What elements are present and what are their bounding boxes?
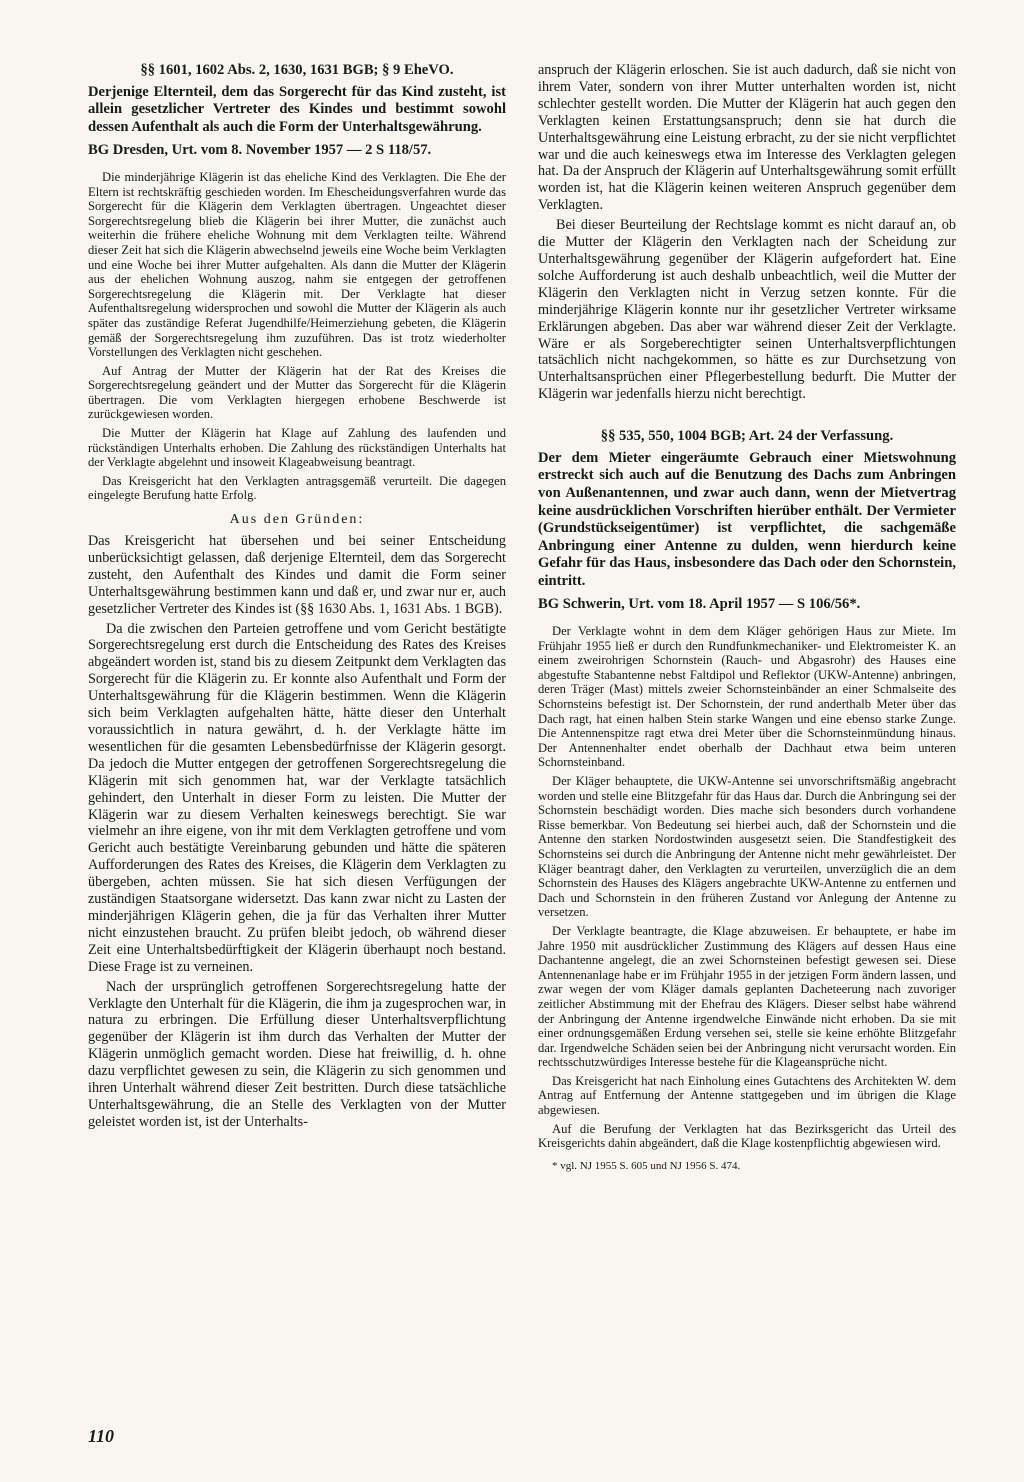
facts-paragraph: Der Verklagte beantragte, die Klage abzuweisen. Er behauptete, er habe im Jahre 1950 mit ausdrücklicher Zustimmung des Klägers auf dessen Haus eine Dachantenne angelegt, die an zwei Schornsteinen befestigt gewesen sei. Diese Antennenanlage habe er im Frühjahr 1955 in der jetzigen Form ändern lassen, und zwar wegen der vom Kläger damals geplanten Dacheteerung nach zuvoriger zeitlicher Abstimmung mit der Ehefrau des Klägers. Dieser selbst habe während der Anbringung der Antenne irgendwelche Einwände nicht erhoben. Da sie mit einer ordnungsgemäßen Erdung versehen sei, stelle sie keine erhöhte Blitzgefahr dar. Irgendwelche Schäden seien bei der Anbringung nicht verursacht worden. Ein rechtsschutzwürdiges Interesse bestehe für die Klageansprüche nicht.: [538, 923, 956, 1070]
right-column: [538, 62, 956, 1173]
facts-paragraph: Auf Antrag der Mutter der Klägerin hat der Rat des Kreises die Sorgerechtsregelung geändert und der Mutter das Sorgerecht für die Klägerin übertragen. Die vom Verklagten hiergegen erhobene Beschwerde ist zurückgewiesen worden.: [88, 363, 506, 422]
section-header: §§ 1601, 1602 Abs. 2, 1630, 1631 BGB; § 9 EheVO.: [140, 62, 454, 78]
facts-paragraph: Die Mutter der Klägerin hat Klage auf Zahlung des laufenden und rückständigen Unterhalts erhoben. Die Zahlung des rückständigen Unterhalts hat der Verklagte abgelehnt und insoweit Klageabweisung beantragt.: [88, 426, 506, 470]
page-number: 110: [88, 1426, 115, 1446]
headnote: Der dem Mieter eingeräumte Gebrauch einer Mietswohnung erstreckt sich auch auf die Benutzung des Dachs zum Anbringen von Außenantennen, und zwar auch dann, wenn der Mietvertrag keine ausdrücklichen Vorschriften hierüber enthält. Der Vermieter (Grundstückseigentümer) ist verpflichtet, die sachgemäße Anbringung einer Antenne zu dulden, wenn hierdurch keine Gefahr für das Haus, insbesondere das Dach oder den Schornstein, eintritt.: [538, 449, 956, 589]
continuation-block: [538, 62, 956, 403]
continuation-paragraph: Bei dieser Beurteilung der Rechtslage kommt es nicht darauf an, ob die Mutter der Klägerin den Verklagten nach der Scheidung zur Unterhaltsgewährung gegenüber der Klägerin aufgefordert hat. Eine solche Aufforderung ist auch deshalb unbeachtlich, weil die Mutter der Klägerin den Verklagten nicht in Verzug setzen konnte. Für die minderjährige Klägerin konnte nur ihr gesetzlicher Vertreter wirksame Erklärungen abgeben. Das aber war während dieser Zeit der Verklagte. Wäre er als Sorgeberechtigter seinen Unterhaltsverpflichtungen tatsächlich nicht nachgekommen, so hätte es zur Durchsetzung von Unterhaltsansprüchen einer Pflegerbestellung bedurft. Die Mutter der Klägerin war jedenfalls hierzu nicht berechtigt.: [538, 217, 956, 403]
court-citation: BG Dresden, Urt. vom 8. November 1957 — 2 S 118/57.: [88, 142, 432, 159]
reasons-heading: Aus den Gründen:: [229, 512, 365, 528]
facts-paragraph: Die minderjährige Klägerin ist das eheliche Kind des Verklagten. Die Ehe der Eltern ist rechtskräftig geschieden worden. Im Ehescheidungsverfahren wurde das Sorgerecht für die Klägerin dem Verklagten übertragen. Ungeachtet dieser Sorgerechtsregelung blieb die Klägerin bei ihrer Mutter, die zunächst auch weiterhin die frühere eheliche Wohnung mit dem Verklagten teilte. Während dieser Zeit hat sich die Klägerin abwechselnd jeweils eine Woche beim Verklagten und eine Woche bei ihrer Mutter aufgehalten. Als dann die Mutter der Klägerin aus der ehelichen Wohnung auszog, nahm sie entgegen der getroffenen Sorgerechtsregelung die Klägerin mit. Der Verklagte hat dieser Aufenthaltsregelung widersprochen und sowohl die Mutter der Klägerin als auch später das zuständige Referat Jugendhilfe/Heimerziehung gebeten, die Klägerin gemäß der Sorgerechtsregelung ihm zuzuführen. Das ist trotz wiederholter Vorstellungen des Verklagten nicht geschehen.: [88, 169, 506, 360]
reasons-paragraph: Das Kreisgericht hat übersehen und bei seiner Entscheidung unberücksichtigt gelassen, daß derjenige Elternteil, dem das Sorgerecht zusteht, den Aufenthalt des Kindes und damit die Form seiner Unterhaltsgewährung bestimmen kann und daß er, und zwar nur er, auch gesetzlicher Vertreter des Kindes ist (§§ 1630 Abs. 1, 1631 Abs. 1 BGB).: [88, 533, 506, 617]
left-column: [88, 62, 506, 1134]
facts-block: [88, 170, 506, 503]
section-header: §§ 535, 550, 1004 BGB; Art. 24 der Verfassung.: [600, 428, 894, 445]
facts-paragraph: Das Kreisgericht hat nach Einholung eines Gutachtens des Architekten W. dem Antrag auf Entfernung der Antenne stattgegeben und im übrigen die Klage abgewiesen.: [538, 1073, 956, 1118]
continuation-paragraph: anspruch der Klägerin erloschen. Sie ist auch dadurch, daß sie nicht von ihrem Vater, sondern von ihrer Mutter unterhalten worden ist, nicht schlechter gestellt worden. Die Mutter der Klägerin hat auch gegen den Verklagten keinen Erstattungsanspruch; denn sie hat durch die Unterhaltsgewährung eine Leistung erbracht, zu der sie nicht verpflichtet war und die auch keineswegs etwa im Interesse des Verklagten gelegen hat. Da der Anspruch der Klägerin auf Unterhaltsgewährung somit erfüllt worden ist, hat die Klägerin keinen weiteren Anspruch gegenüber dem Verklagten.: [538, 62, 956, 214]
reasons-paragraph: Nach der ursprünglich getroffenen Sorgerechtsregelung hatte der Verklagte den Unterhalt für die Klägerin, die ihm ja zugesprochen war, in natura zu erbringen. Die Erfüllung dieser Unterhaltsverpflichtung gegenüber der Klägerin ist ihm durch das Verhalten der Mutter der Klägerin unmöglich gemacht worden. Diese hat freiwillig, d. h. ohne dazu verpflichtet gewesen zu sein, die Klägerin zu sich genommen und ihren Unterhalt während dieser Zeit bestritten. Durch diese tatsächliche Unterhaltsgewährung, die an Stelle des Verklagten von der Mutter geleistet worden ist, ist der Unterhalts-: [88, 978, 506, 1130]
section-gap: [538, 406, 956, 428]
facts-paragraph: Der Verklagte wohnt in dem dem Kläger gehörigen Haus zur Miete. Im Frühjahr 1955 ließ er durch den Rundfunkmechaniker- und Elektromeister K. an einem zweirohrigen Schornstein (Rauch- und Abgasrohr) des Hauses eine abgestufte Stabantenne nebst Faltdipol und Reflektor (UKW-Antenne) anbringen, deren Träger (Mast) mittels zweier Schornsteinbänder an einer Schmalseite des Schornsteins befestigt ist. Der Schornstein, der rund anderthalb Meter über das Dach ragt, hat einen halben Stein starke Wangen und eine ebenso starke Zunge. Die Antennenspitze ragt etwa drei Meter über die Schornsteinmündung hinaus. Der Antennenhalter endet oberhalb der Dachhaut etwa beim unteren Schornsteinband.: [538, 624, 956, 770]
facts-paragraph: Das Kreisgericht hat den Verklagten antragsgemäß verurteilt. Die dagegen eingelegte Berufung hatte Erfolg.: [88, 473, 506, 503]
facts-paragraph: Der Kläger behauptete, die UKW-Antenne sei unvorschriftsmäßig angebracht worden und stelle eine Blitzgefahr für das Haus dar. Durch die Anbringung sei der Schornstein beschädigt worden. Dies mache sich besonders durch vorhandene Risse bemerkbar. Von Bedeutung sei hierbei auch, daß der Schornstein und die Antenne den starken Nordostwinden ausgesetzt seien. Die Standfestigkeit des Schornsteins sei durch die Anbringung der Antenne nicht mehr gewährleistet. Der Kläger beantragt daher, den Verklagten zu verurteilen, unverzüglich die an dem Schornstein des Hauses des Klägers angebrachte UKW-Antenne zu entfernen und Dach und Schornstein in den früheren Zustand vor Anlegung der Antenne zu versetzen.: [538, 774, 956, 920]
headnote: Derjenige Elternteil, dem das Sorgerecht für das Kind zusteht, ist allein gesetzlicher Vertreter des Kindes und bestimmt sowohl dessen Aufenthalt als auch die Form der Unterhaltsgewährung.: [88, 83, 506, 135]
facts-paragraph: Auf die Berufung der Verklagten hat das Bezirksgericht das Urteil des Kreisgerichts dahin abgeändert, daß die Klage kostenpflichtig abgewiesen wird.: [538, 1121, 956, 1151]
court-citation: BG Schwerin, Urt. vom 18. April 1957 — S 106/56*.: [538, 596, 861, 613]
reasons-block: [88, 533, 506, 1131]
footnote: * vgl. NJ 1955 S. 605 und NJ 1956 S. 474.: [552, 1159, 741, 1172]
reasons-paragraph: Da die zwischen den Parteien getroffene und vom Gericht bestätigte Sorgerechtsregelung erst durch die Entscheidung des Rates des Kreises abgeändert worden ist, stand bis zu diesem Zeitpunkt dem Verklagten das Sorgerecht für die Klägerin zu. Er konnte also Aufenthalt und Form der Unterhaltsgewährung für die Klägerin bestimmen. Wenn die Klägerin sich beim Verklagten aufgehalten hätte, hätte dieser den Unterhalt voraussichtlich in natura gewährt, d. h. der Verklagte hätte im wesentlichen für die gesamten Lebensbedürfnisse der Klägerin gesorgt. Da jedoch die Mutter entgegen der getroffenen Sorgerechtsregelung die Klägerin mit sich genommen hat, war der Verklagte tatsächlich gehindert, den Unterhalt in dieser Form zu leisten. Die Mutter der Klägerin war zu diesem Verhalten keineswegs berechtigt. Sie war vielmehr an ihre eigene, von ihr mit dem Verklagten getroffene und vom Gericht auch bestätigte Vereinbarung gebunden und hätte die späteren Aufforderungen des Rates des Kreises, die Klägerin dem Verklagten zu übergeben, achten müssen. Sie hat sich diesen Verfügungen der zuständigen Staatsorgane widersetzt. Das kann zwar nicht zu Lasten der minderjährigen Klägerin gehen, die ja für das Verhalten ihrer Mutter nicht einzustehen braucht. Zu prüfen bleibt jedoch, ob während dieser Zeit eine Unterhaltsbedürftigkeit der Klägerin überhaupt noch bestand. Diese Frage ist zu verneinen.: [88, 620, 506, 975]
facts-block: [538, 624, 956, 1151]
